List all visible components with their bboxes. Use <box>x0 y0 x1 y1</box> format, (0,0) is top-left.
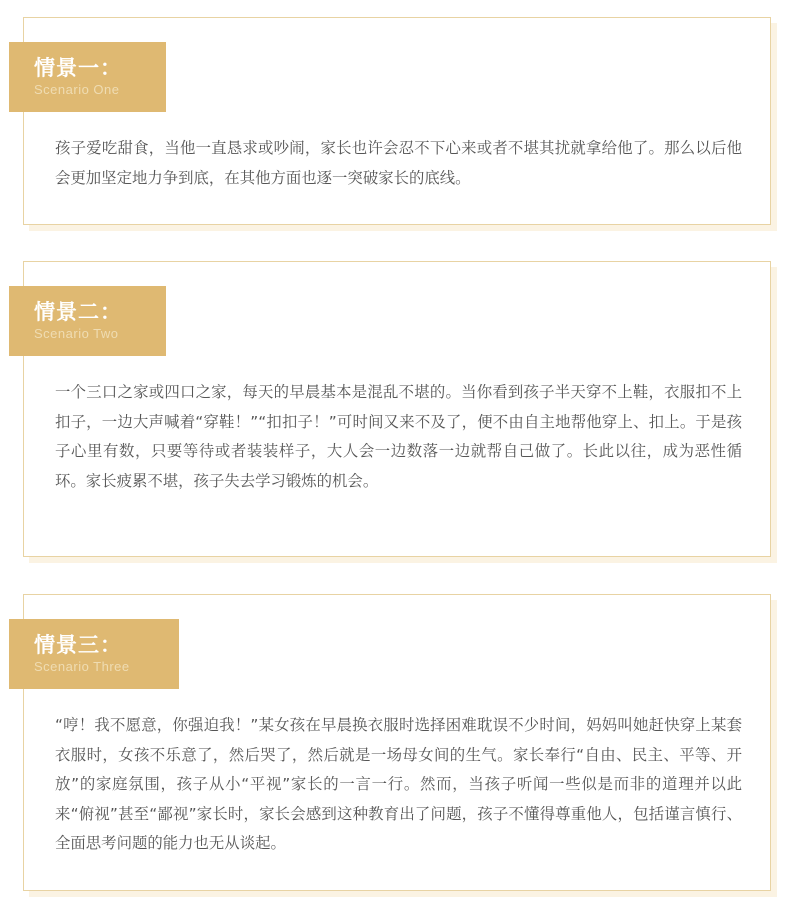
scenario-text-3: “哼！我不愿意，你强迫我！”某女孩在早晨换衣服时选择困难耽误不少时间，妈妈叫她赶快穿上某套衣服时，女孩不乐意了，然后哭了，然后就是一场母女间的生气。家长奉行“自由、民主、平等、开放”的家庭氛围，孩子从小“平视”家长的一言一行。然而，当孩子听闻一些似是而非的道理并以此来“俯视”甚至“鄙视”家长时，家长会感到这种教育出了问题，孩子不懂得尊重他人，包括谨言慎行、全面思考问题的能力也无从谈起。 <box>55 716 742 852</box>
scenario-text-2: 一个三口之家或四口之家，每天的早晨基本是混乱不堪的。当你看到孩子半天穿不上鞋，衣服扣不上扣子，一边大声喊着“穿鞋！”“扣扣子！”可时间又来不及了，便不由自主地帮他穿上、扣上。于是孩子心里有数，只要等待或者装装样子，大人会一边数落一边就帮自己做了。长此以往，成为恶性循环。家长疲累不堪，孩子失去学习锻炼的机会。 <box>55 383 742 490</box>
scenario-title-3: 情景三： <box>34 633 122 657</box>
scenario-title-2: 情景二： <box>34 300 122 324</box>
scenario-subtitle-1: Scenario One <box>34 82 120 97</box>
scenario-tag-1 <box>9 42 166 112</box>
scenario-tag-2 <box>9 286 166 356</box>
scenario-text-1: 孩子爱吃甜食，当他一直恳求或吵闹，家长也许会忍不下心来或者不堪其扰就拿给他了。那么以后他会更加坚定地力争到底，在其他方面也逐一突破家长的底线。 <box>55 139 742 187</box>
scenario-card-3 <box>23 594 771 891</box>
scenario-subtitle-2: Scenario Two <box>34 326 119 341</box>
scenario-tag-3 <box>9 619 179 689</box>
scenario-card-1 <box>23 17 771 225</box>
scenario-title-1: 情景一： <box>34 56 122 80</box>
scenario-subtitle-3: Scenario Three <box>34 659 130 674</box>
scenario-card-2 <box>23 261 771 557</box>
